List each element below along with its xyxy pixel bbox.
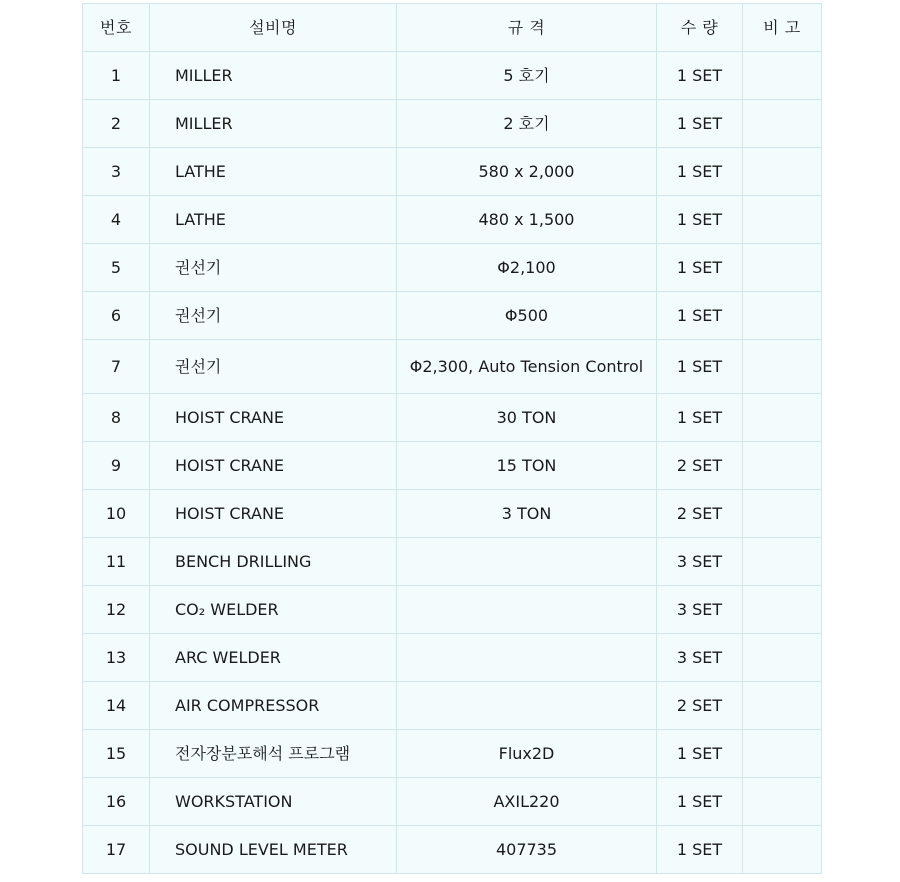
cell-no: 3 <box>83 148 150 196</box>
cell-name: 권선기 <box>150 244 397 292</box>
cell-qty: 2 SET <box>657 442 743 490</box>
cell-spec: Flux2D <box>397 730 657 778</box>
cell-qty: 3 SET <box>657 634 743 682</box>
cell-spec: 480 x 1,500 <box>397 196 657 244</box>
cell-spec: 30 TON <box>397 394 657 442</box>
cell-no: 11 <box>83 538 150 586</box>
cell-note <box>743 538 822 586</box>
cell-qty: 3 SET <box>657 586 743 634</box>
cell-name: HOIST CRANE <box>150 490 397 538</box>
cell-name: LATHE <box>150 196 397 244</box>
table-row <box>83 148 822 196</box>
cell-no: 15 <box>83 730 150 778</box>
table-row <box>83 340 822 394</box>
cell-note <box>743 730 822 778</box>
cell-name: WORKSTATION <box>150 778 397 826</box>
cell-spec <box>397 538 657 586</box>
cell-name: 권선기 <box>150 292 397 340</box>
cell-qty: 1 SET <box>657 340 743 394</box>
table-row <box>83 100 822 148</box>
cell-no: 2 <box>83 100 150 148</box>
cell-spec <box>397 340 657 394</box>
cell-name: HOIST CRANE <box>150 394 397 442</box>
table-row <box>83 394 822 442</box>
cell-name: SOUND LEVEL METER <box>150 826 397 874</box>
cell-spec: 15 TON <box>397 442 657 490</box>
cell-qty: 1 SET <box>657 148 743 196</box>
cell-spec: 5 호기 <box>397 52 657 100</box>
header-row <box>83 4 822 52</box>
cell-qty: 2 SET <box>657 682 743 730</box>
cell-name: CO₂ WELDER <box>150 586 397 634</box>
cell-no: 8 <box>83 394 150 442</box>
table-row <box>83 778 822 826</box>
cell-spec <box>397 634 657 682</box>
cell-note <box>743 340 822 394</box>
cell-qty: 1 SET <box>657 292 743 340</box>
cell-note <box>743 778 822 826</box>
cell-no: 12 <box>83 586 150 634</box>
cell-qty: 1 SET <box>657 394 743 442</box>
cell-no: 1 <box>83 52 150 100</box>
header-no: 번호 <box>83 4 150 52</box>
cell-name: ARC WELDER <box>150 634 397 682</box>
table-row <box>83 292 822 340</box>
cell-no: 13 <box>83 634 150 682</box>
cell-name: 전자장분포해석 프로그램 <box>150 730 397 778</box>
table-row <box>83 490 822 538</box>
cell-spec: 2 호기 <box>397 100 657 148</box>
table-header <box>83 4 822 52</box>
table-row <box>83 442 822 490</box>
cell-spec: AXIL220 <box>397 778 657 826</box>
cell-name: LATHE <box>150 148 397 196</box>
cell-no: 4 <box>83 196 150 244</box>
cell-note <box>743 442 822 490</box>
cell-no: 9 <box>83 442 150 490</box>
table-body <box>83 52 822 874</box>
cell-spec: Φ500 <box>397 292 657 340</box>
cell-name: BENCH DRILLING <box>150 538 397 586</box>
table-row <box>83 52 822 100</box>
cell-name: HOIST CRANE <box>150 442 397 490</box>
cell-qty: 1 SET <box>657 778 743 826</box>
cell-spec: 580 x 2,000 <box>397 148 657 196</box>
table-row <box>83 682 822 730</box>
cell-qty: 1 SET <box>657 244 743 292</box>
cell-note <box>743 148 822 196</box>
cell-qty: 1 SET <box>657 100 743 148</box>
cell-no: 7 <box>83 340 150 394</box>
cell-no: 6 <box>83 292 150 340</box>
header-spec: 규 격 <box>397 4 657 52</box>
cell-name: 권선기 <box>150 340 397 394</box>
cell-spec <box>397 586 657 634</box>
table-row <box>83 538 822 586</box>
table-row <box>83 586 822 634</box>
cell-note <box>743 100 822 148</box>
cell-name: MILLER <box>150 100 397 148</box>
cell-note <box>743 682 822 730</box>
cell-qty: 1 SET <box>657 52 743 100</box>
cell-qty: 1 SET <box>657 730 743 778</box>
cell-no: 14 <box>83 682 150 730</box>
header-name: 설비명 <box>150 4 397 52</box>
table-row <box>83 826 822 874</box>
cell-note <box>743 292 822 340</box>
cell-note <box>743 244 822 292</box>
cell-qty: 2 SET <box>657 490 743 538</box>
cell-qty: 1 SET <box>657 196 743 244</box>
cell-note <box>743 490 822 538</box>
cell-spec: 407735 <box>397 826 657 874</box>
cell-note <box>743 196 822 244</box>
table-row <box>83 244 822 292</box>
cell-no: 16 <box>83 778 150 826</box>
cell-note <box>743 826 822 874</box>
cell-no: 17 <box>83 826 150 874</box>
cell-note <box>743 634 822 682</box>
cell-spec: 3 TON <box>397 490 657 538</box>
equipment-table <box>82 3 822 874</box>
cell-note <box>743 394 822 442</box>
cell-name: MILLER <box>150 52 397 100</box>
cell-spec-text: Φ2,300, Auto Tension Control <box>409 356 644 376</box>
cell-note <box>743 52 822 100</box>
cell-name: AIR COMPRESSOR <box>150 682 397 730</box>
cell-qty: 3 SET <box>657 538 743 586</box>
cell-note <box>743 586 822 634</box>
table-row <box>83 730 822 778</box>
table-row <box>83 196 822 244</box>
cell-no: 5 <box>83 244 150 292</box>
header-qty: 수 량 <box>657 4 743 52</box>
table-row <box>83 634 822 682</box>
cell-spec <box>397 682 657 730</box>
header-note: 비 고 <box>743 4 822 52</box>
cell-no: 10 <box>83 490 150 538</box>
cell-qty: 1 SET <box>657 826 743 874</box>
cell-spec: Φ2,100 <box>397 244 657 292</box>
